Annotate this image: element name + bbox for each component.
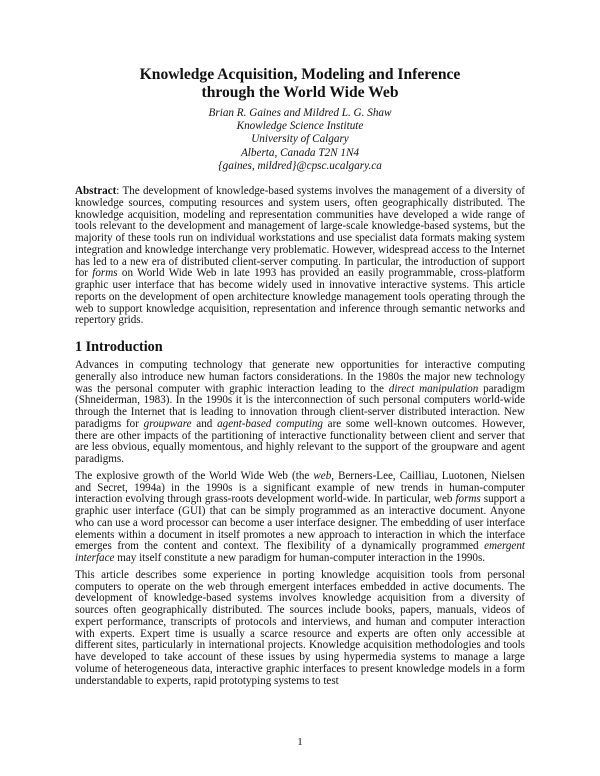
p1-text-1: Advances in computing technology that generate new opportunities for interactive computing generally also introduce new human factors considerations. In the 1980s the major new technology was the personal computer with graphic interaction leading to the [75, 359, 525, 395]
intro-paragraph-2 [75, 471, 525, 565]
p1-em-1: direct manipulation [388, 382, 479, 395]
author-university: University of Calgary [251, 133, 349, 146]
p1-text-3: and [191, 417, 218, 430]
p1-em-2: groupware [143, 417, 192, 430]
intro-paragraph-1 [75, 360, 525, 466]
author-email: {gaines, mildred}@cpsc.ucalgary.ca [218, 159, 382, 172]
intro-paragraph-3: This article describes some experience in porting knowledge acquisition tools from personal computers to operate on the web through emergent interfaces embedded in active documents. The development of knowledge-based systems involves knowledge acquisition from a diversity of sources often geographically distributed. The sources include books, papers, manuals, videos of expert performance, transcripts of protocols and interviews, and human and computer interaction with experts. Expert time is usually a scarce resource and experts are often only accessible at different sites, particularly in international projects. Knowledge acquisition methodologies and tools have developed to take account of these issues by using hypermedia systems to manage a large volume of heterogeneous data, interactive graphic interfaces to present knowledge models in a form understandable to experts, rapid prototyping systems to test [75, 568, 525, 687]
author-institute: Knowledge Science Institute [236, 120, 364, 133]
p2-text-1: The explosive growth of the World Wide Web (the [75, 469, 314, 482]
p2-text-3: support a graphic user interface (GUI) that can be simply programmed as an interactive document. Anyone who can use a word processor can become a user interface designer. The embedding of user interface elements within a document in itself promotes a new approach to interaction in which the interface emerges from the content and context. The flexibility of a dynamically programmed [75, 493, 525, 553]
abstract-text-2: on World Wide Web in late 1993 has provided an easily programmable, cross-platform graphic user interface that has become widely used in innovative interactive systems. This article reports on the development of open architecture knowledge management tools operating through the web to support knowledge acquisition, representation and inference through semantic networks and repertory grids. [75, 267, 526, 327]
abstract [75, 186, 525, 327]
p1-text-4: are some well-known outcomes. However, there are other impacts of the partitioning of interactive functionality between client and server that are less obvious, equally momentous, and highly relevant to the support of the groupware and agent paradigms. [75, 417, 525, 466]
p1-text-2: paradigm (Shneiderman, 1983). In the 1990s it is the interconnection of such personal computers world-wide through the Internet that is leading to innovation through client-server distributed interaction. New paradigms for [75, 382, 525, 430]
p2-text-2: , Berners-Lee, Cailliau, Luotonen, Nielsen and Secret, 1994a) in the 1990s is a significant example of new trends in human-computer interaction evolving through grass-roots development world-wide. In particular, web [75, 469, 525, 506]
title-line-1: Knowledge Acquisition, Modeling and Inference [139, 66, 461, 83]
p2-em-3: emergent interface [75, 540, 525, 565]
title-line-2: through the World Wide Web [201, 84, 399, 101]
page-number: 1 [297, 736, 303, 748]
abstract-label: Abstract [75, 185, 117, 198]
p2-em-2: forms [455, 493, 481, 506]
author-names: Brian R. Gaines and Mildred L. G. Shaw [208, 107, 392, 119]
abstract-em-forms: forms [92, 267, 118, 280]
author-block [75, 107, 525, 173]
p2-text-4: may itself constitute a new paradigm for human-computer interaction in the 1990s. [114, 552, 486, 565]
p2-em-1: web [313, 469, 332, 482]
abstract-text-1: : The development of knowledge-based systems involves the management of a diversity of knowledge sources, computing resources and system users, often geographically distributed. The knowledge acquisition, modeling and representation communities have developed a wide range of tools relevant to the development and management of large-scale knowledge-based systems, but the majority of these tools run on individual workstations and use specialist data formats making system integration and knowledge interchange very problematic. However, widespread access to the Internet has led to a new era of distributed client-server computing. In particular, the introduction of support for [75, 185, 525, 280]
paper-title [75, 66, 525, 102]
p1-em-3: agent-based computing [217, 417, 323, 430]
author-location: Alberta, Canada T2N 1N4 [240, 146, 360, 159]
section-heading-introduction: 1 Introduction [75, 339, 163, 356]
